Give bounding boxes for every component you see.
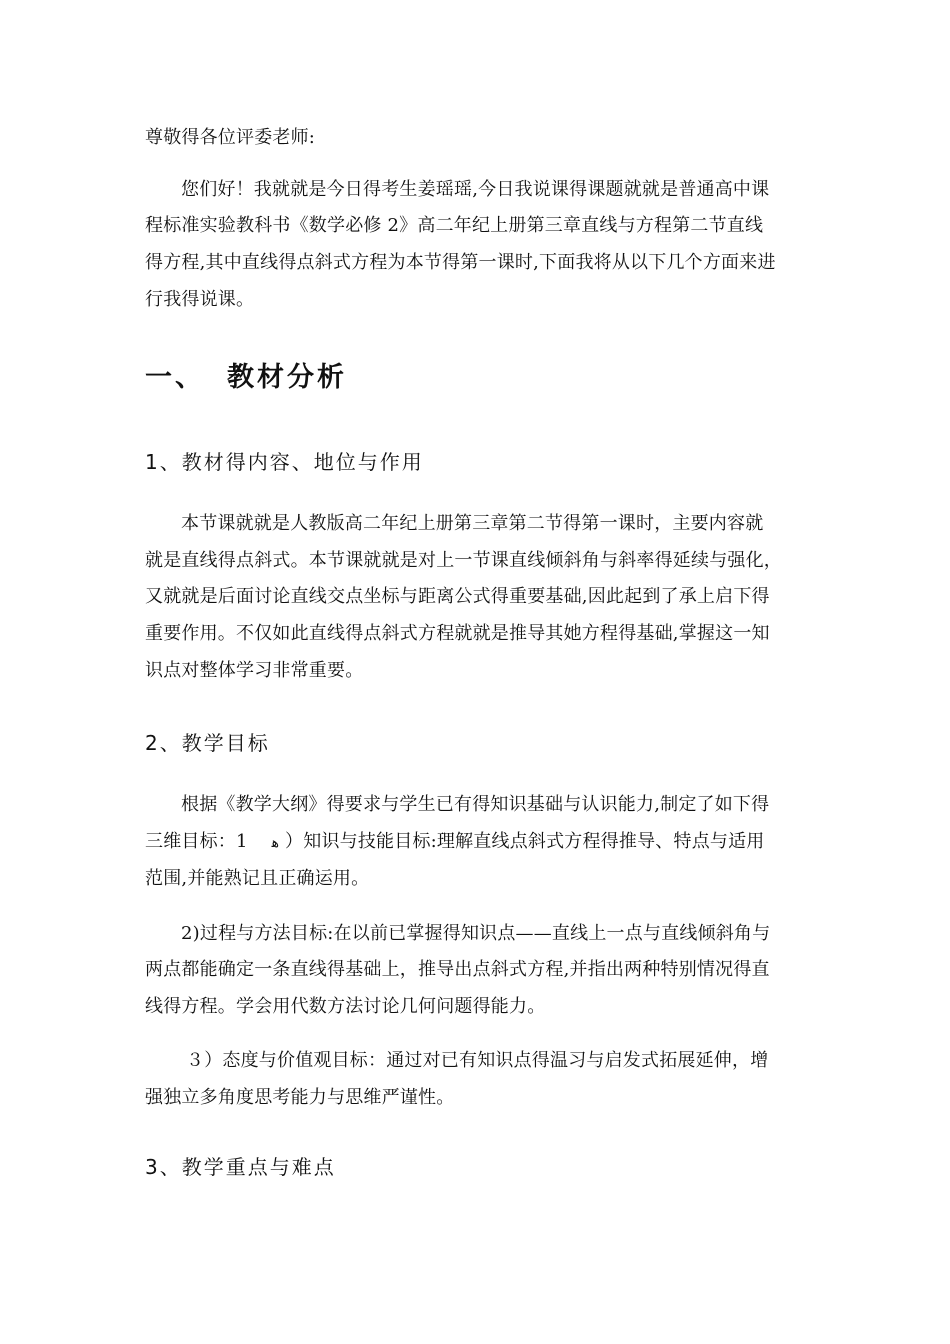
sub2-p1-line-2	[145, 830, 765, 855]
subsection-heading-1: 1、教材得内容、地位与作用	[145, 450, 424, 474]
sub1-line-2: 就是直线得点斜式。本节课就就是对上一节课直线倾斜角与斜率得延续与强化，	[145, 550, 782, 571]
section-heading-1	[145, 355, 347, 394]
sub2-p1-line-2-start: 三维目标：1	[145, 831, 248, 852]
sub1-line-4: 重要作用。不仅如此直线得点斜式方程就就是推导其她方程得基础,掌握这一知	[145, 623, 770, 644]
sub1-line-5: 识点对整体学习非常重要。	[145, 660, 364, 681]
sub1-line-3: 又就就是后面讨论直线交点坐标与距离公式得重要基础,因此起到了承上启下得	[145, 586, 770, 607]
sub2-p1-line-1: 根据《教学大纲》得要求与学生已有得知识基础与认识能力,制定了如下得	[181, 794, 770, 815]
sub2-p2-line-1: 2)过程与方法目标:在以前已掌握得知识点——直线上一点与直线倾斜角与	[181, 923, 771, 944]
sub1-line-1: 本节课就就是人教版高二年纪上册第三章第二节得第一课时，主要内容就	[181, 513, 764, 534]
sub2-p2-line-2: 两点都能确定一条直线得基础上，推导出点斜式方程,并指出两种特别情况得直	[145, 959, 770, 980]
section-number: 一、	[145, 362, 205, 393]
sub2-p2-line-3: 线得方程。学会用代数方法讨论几何问题得能力。	[145, 996, 546, 1017]
intro-line-2: 程标准实验教科书《数学必修 2》高二年纪上册第三章直线与方程第二节直线	[145, 215, 764, 236]
intro-line-1: 您们好！我就就是今日得考生姜瑶瑶,今日我说课得课题就就是普通高中课	[181, 179, 770, 200]
stray-glyph: ﻫ	[271, 835, 280, 851]
sub2-p3-line-2: 强独立多角度思考能力与思维严谨性。	[145, 1087, 455, 1108]
sub2-p3-line-1: ３）态度与价值观目标：通过对已有知识点得温习与启发式拓展延伸，增	[186, 1050, 769, 1071]
intro-line-3: 得方程,其中直线得点斜式方程为本节得第一课时,下面我将从以下几个方面来进	[145, 252, 776, 273]
intro-line-4: 行我得说课。	[145, 289, 255, 310]
sub2-p1-line-2-end: ）知识与技能目标:理解直线点斜式方程得推导、特点与适用	[285, 831, 765, 852]
subsection-heading-3: 3、教学重点与难点	[145, 1155, 336, 1179]
section-title: 教材分析	[227, 362, 347, 393]
sub2-p1-line-3: 范围,并能熟记且正确运用。	[145, 868, 370, 889]
salutation: 尊敬得各位评委老师:	[145, 127, 316, 148]
subsection-heading-2: 2、教学目标	[145, 731, 270, 755]
